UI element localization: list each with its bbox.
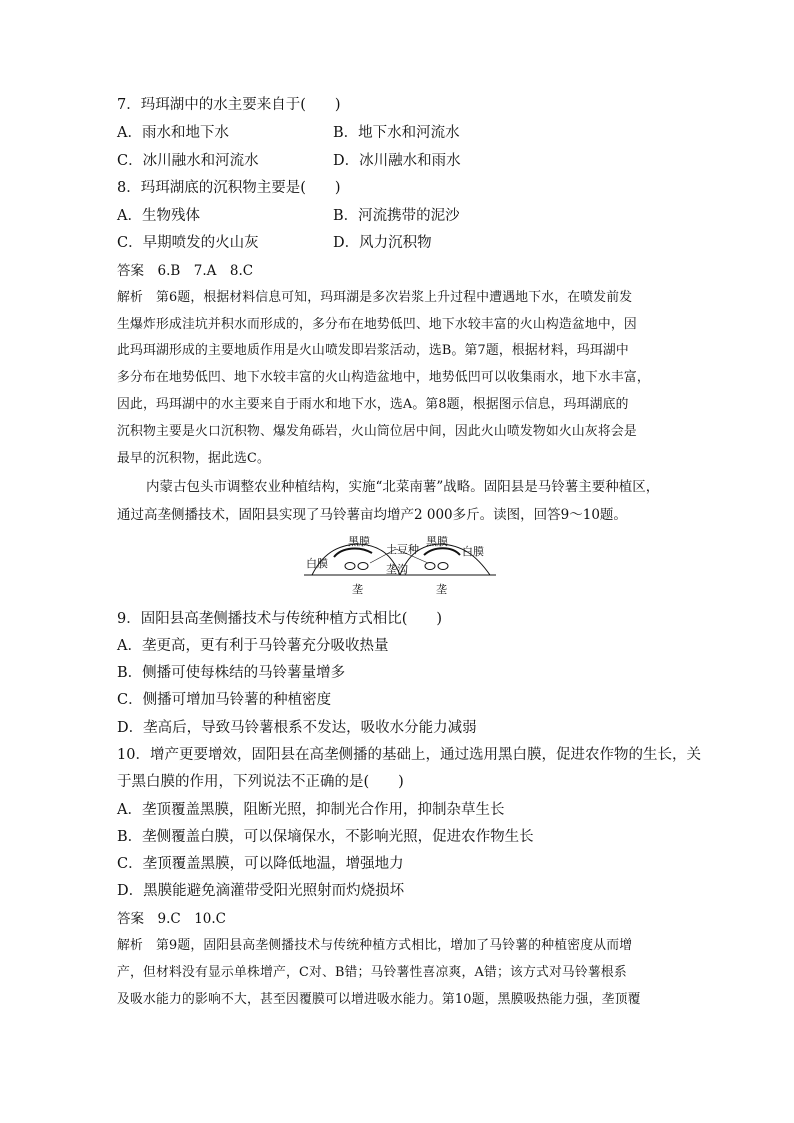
material-paragraph: 通过高垄侧播技术，固阳县实现了马铃薯亩均增产2 000多斤。读图，回答9～10题。	[117, 507, 627, 523]
explanation-line: 最早的沉积物，据此选C。	[117, 451, 270, 466]
q10-stem: 10．增产更要增效，固阳县在高垄侧播的基础上，通过选用黑白膜，促进农作物的生长，关	[117, 747, 701, 763]
label-furrow: 垄沟	[386, 563, 408, 576]
explanation-line: 多分布在地势低凹、地下水较丰富的火山构造盆地中，地势低凹可以收集雨水，地下水丰富，	[117, 370, 650, 385]
answer-9-10: 答案 9.C 10.C	[117, 911, 227, 927]
q7-stem: 7．玛珥湖中的水主要来自于( )	[117, 97, 341, 113]
black-film-left-shape	[334, 548, 372, 557]
q9-option-c: C．侧播可增加马铃薯的种植密度	[117, 692, 332, 708]
q9-option-b: B．侧播可使每株结的马铃薯量增多	[117, 665, 346, 681]
q8-option-c: C．早期喷发的火山灰	[117, 235, 259, 251]
q10-option-d: D．黑膜能避免滴灌带受阳光照射而灼烧损坏	[117, 883, 405, 899]
q7-option-d: D．冰川融水和雨水	[333, 153, 461, 169]
q8-option-d: D．风力沉积物	[333, 235, 432, 251]
potato-seed-shape	[358, 563, 368, 570]
label-potato-seed: 土豆种	[386, 543, 419, 556]
explanation-line: 及吸水能力的影响不大，甚至因覆膜可以增进吸水能力。第10题，黑膜吸热能力强，垄顶覆	[117, 992, 641, 1007]
q7-option-a: A．雨水和地下水	[117, 125, 229, 141]
ridge-film-diagram	[300, 531, 500, 601]
explanation-line: 沉积物主要是火口沉积物、爆发角砾岩，火山筒位居中间，因此火山喷发物如火山灰将会是	[117, 424, 637, 439]
q9-option-a: A．垄更高，更有利于马铃薯充分吸收热量	[117, 638, 389, 654]
material-paragraph: 内蒙古包头市调整农业种植结构，实施“北菜南薯”战略。固阳县是马铃薯主要种植区，	[146, 479, 660, 495]
explanation-line: 解析 第9题，固阳县高垄侧播技术与传统种植方式相比，增加了马铃薯的种植密度从而增	[117, 938, 633, 953]
explanation-line: 此玛珥湖形成的主要地质作用是火山喷发即岩浆活动，选B。第7题，根据材料，玛珥湖中	[117, 343, 629, 358]
answer-6-8: 答案 6.B 7.A 8.C	[117, 263, 254, 279]
q10-option-a: A．垄顶覆盖黑膜，阻断光照，抑制光合作用，抑制杂草生长	[117, 802, 505, 818]
label-white-film-right: 白膜	[462, 545, 484, 558]
label-ridge-left: 垄	[352, 583, 363, 596]
potato-seed-shape	[438, 563, 448, 570]
explanation-line: 生爆炸形成洼坑并积水而形成的，多分布在地势低凹、地下水较丰富的火山构造盆地中，因	[117, 317, 637, 332]
explanation-line: 产，但材料没有显示单株增产，C对、B错；马铃薯性喜凉爽，A错；该方式对马铃薯根系	[117, 965, 627, 980]
black-film-right-shape	[424, 548, 460, 555]
label-black-film-right: 黑膜	[426, 535, 448, 548]
potato-seed-shape	[345, 563, 355, 570]
q10-option-c: C．垄顶覆盖黑膜，可以降低地温，增强地力	[117, 856, 404, 872]
explanation-line: 因此，玛珥湖中的水主要来自于雨水和地下水，选A。第8题，根据图示信息，玛珥湖底的	[117, 397, 629, 412]
label-white-film-left: 白膜	[306, 557, 328, 570]
q10-stem-cont: 于黑白膜的作用，下列说法不正确的是( )	[117, 774, 404, 790]
q9-stem: 9．固阳县高垄侧播技术与传统种植方式相比( )	[117, 611, 443, 627]
potato-seed-shape	[425, 563, 435, 570]
q8-stem: 8．玛珥湖底的沉积物主要是( )	[117, 180, 341, 196]
q7-option-c: C．冰川融水和河流水	[117, 153, 259, 169]
explanation-line: 解析 第6题，根据材料信息可知，玛珥湖是多次岩浆上升过程中遭遇地下水，在喷发前发	[117, 290, 633, 305]
q9-option-d: D．垄高后，导致马铃薯根系不发达，吸收水分能力减弱	[117, 720, 477, 736]
q8-option-a: A．生物残体	[117, 208, 200, 224]
label-black-film-left: 黑膜	[348, 535, 370, 548]
q8-option-b: B．河流携带的泥沙	[333, 208, 460, 224]
q7-option-b: B．地下水和河流水	[333, 125, 460, 141]
q10-option-b: B．垄侧覆盖白膜，可以保墒保水，不影响光照，促进农作物生长	[117, 829, 534, 845]
label-ridge-right: 垄	[436, 583, 447, 596]
